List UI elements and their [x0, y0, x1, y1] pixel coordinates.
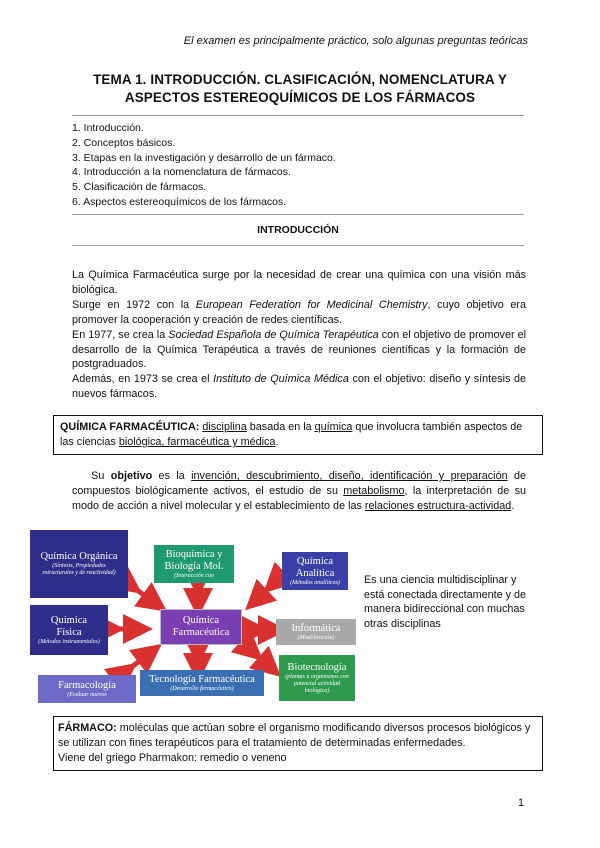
toc-item: 5. Clasificación de fármacos. — [72, 181, 207, 194]
node-tecnologia: Tecnología Farmacéutica (Desarrollo farmacéutico) — [140, 670, 264, 696]
toc-item: 2. Conceptos básicos. — [72, 136, 176, 149]
intro-paragraph: Además, en 1973 se crea el Instituto de Química Médica con el objetivo: diseño y síntesis de nuevos fármacos. — [72, 373, 526, 401]
table-of-contents — [72, 121, 336, 210]
diagram-side-note: Es una ciencia multidisciplinar y está conectada directamente y de manera bidireccional con muchas otras disciplinas — [364, 574, 527, 630]
node-quimica-farmaceutica-center: Química Farmacéutica — [160, 609, 242, 645]
node-farmacologia: Farmacología (Evaluar nuevos — [38, 675, 136, 703]
node-bioquimica: Bioquímica y Biología Mol. (Interacción con — [154, 545, 234, 583]
farmaco-etymology: Viene del griego Pharmakon: remedio o veneno — [58, 752, 287, 764]
intro-paragraph: Surge en 1972 con la European Federation for Medicinal Chemistry, cuyo objetivo era promover la cooperación y creación de redes científicas. — [72, 298, 526, 326]
toc-item: 1. Introducción. — [72, 122, 144, 134]
divider — [72, 115, 524, 116]
node-biotecnologia: Biotecnología (plantas u organismos con potencial actividad biológica) — [279, 655, 355, 701]
node-quimica-organica: Química Orgánica (Síntesis, Propiedades estructurales y de reactividad) — [30, 530, 128, 598]
objective-paragraph: Su objetivo es la invención, descubrimiento, diseño, identificación y preparación de compuestos biológicamente activos, el estudio de su metabolismo, la interpretación de su modo de acción a nivel molecular y el establecimiento de las relaciones estructura-actividad. — [72, 470, 526, 512]
definition-farmaco: FÁRMACO: moléculas que actúan sobre el organismo modificando diversos procesos biológicos y se utilizan con fines terapéuticos para el tratamiento de determinadas enfermedades. Viene del griego Pharmakon: remedio o veneno — [53, 716, 543, 771]
node-quimica-analitica: Química Analítica (Métodos analíticos) — [282, 552, 348, 590]
section-title: INTRODUCCIÓN — [257, 224, 339, 236]
arrow-organica — [130, 585, 155, 603]
title-line-2: ASPECTOS ESTEREOQUÍMICOS DE LOS FÁRMACOS — [124, 90, 476, 105]
toc-item: 4. Introducción a la nomenclatura de fármacos. — [72, 166, 291, 179]
arrow-analitica — [256, 583, 274, 600]
definition-quimica-farmaceutica: QUÍMICA FARMACÉUTICA: disciplina basada en la química que involucra también aspectos de las ciencias biológica, farmacéutica y médica. — [53, 415, 543, 455]
page-number: 1 — [518, 797, 525, 809]
toc-item: 3. Etapas en la investigación y desarrollo de un fármaco. — [72, 151, 336, 164]
intro-text — [72, 268, 526, 402]
node-informatica: Informática (Modelización) — [276, 619, 356, 645]
arrow-biotecnologia — [252, 651, 270, 667]
header-note: El examen es principalmente práctico, solo algunas preguntas teóricas — [183, 35, 528, 47]
disciplines-diagram — [30, 525, 360, 705]
toc-item: 6. Aspectos estereoquímicos de los fármacos. — [72, 195, 287, 208]
intro-paragraph: En 1977, se crea la Sociedad Española de Química Terapéutica con el objetivo de promover el desarrollo de la Química Terapéutica a través de reuniones científicas y la formación de postgraduados. — [72, 328, 526, 371]
divider — [72, 214, 524, 215]
intro-paragraph: La Química Farmacéutica surge por la necesidad de crear una química con una visión más biológica. — [72, 269, 526, 296]
divider — [72, 245, 524, 246]
page-title — [70, 71, 530, 107]
title-line-1: TEMA 1. INTRODUCCIÓN. CLASIFICACIÓN, NOMENCLATURA Y — [93, 72, 507, 87]
node-quimica-fisica: Química Física (Métodos instrumentales) — [30, 605, 108, 655]
